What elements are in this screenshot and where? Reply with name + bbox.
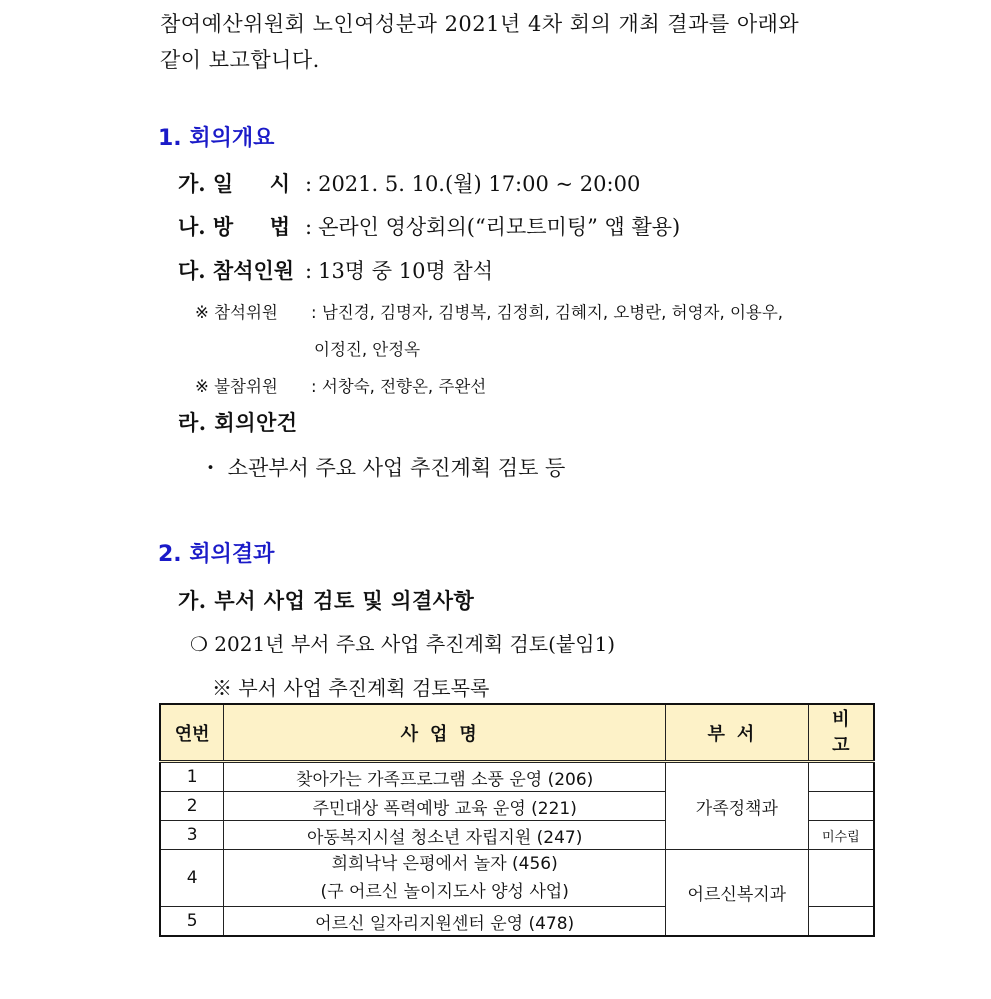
attendees-label: ※ 참석위원 — [195, 303, 278, 322]
header-note: 비 고 — [808, 704, 874, 762]
cell-no: 2 — [160, 792, 224, 821]
cell-note — [808, 792, 874, 821]
intro-line-2: 같이 보고합니다. — [160, 48, 320, 72]
cell-dept: 가족정책과 — [666, 762, 809, 850]
overview-row-method: 나. 방 법 : 온라인 영상회의(“리모트미팅” 앱 활용) — [178, 211, 680, 241]
row-value: 온라인 영상회의(“리모트미팅” 앱 활용) — [318, 215, 681, 239]
attendees-note: ※ 참석위원 : 남진경, 김명자, 김병복, 김정희, 김혜지, 오병란, 허영자, 이용우, — [195, 299, 783, 323]
absentees-note: ※ 불참위원 : 서창숙, 전향온, 주완선 — [195, 373, 486, 397]
cell-note: 미수립 — [808, 821, 874, 850]
cell-name: 찾아가는 가족프로그램 소풍 운영 (206) — [224, 762, 666, 792]
cell-note — [808, 762, 874, 792]
agenda-bullet: ・ 소관부서 주요 사업 추진계획 검토 등 — [200, 456, 566, 480]
overview-row-attendance: 다. 참석인원 : 13명 중 10명 참석 — [178, 255, 493, 285]
row-label: 가. 일 시 — [178, 171, 291, 196]
cell-name: 아동복지시설 청소년 자립지원 (247) — [224, 821, 666, 850]
cell-note — [808, 907, 874, 937]
cell-no: 4 — [160, 850, 224, 907]
review-item: ❍ 2021년 부서 주요 사업 추진계획 검토(붙임1) — [190, 632, 616, 656]
section-1-title: 1. 회의개요 — [158, 126, 275, 151]
absentees-label: ※ 불참위원 — [195, 377, 278, 396]
review-table — [159, 703, 875, 937]
table-row — [160, 762, 874, 792]
overview-row-datetime: 가. 일 시 : 2021. 5. 10.(월) 17:00 ~ 20:00 — [178, 168, 640, 198]
review-list-note: ※ 부서 사업 추진계획 검토목록 — [212, 676, 490, 700]
section-2-subtitle: 가. 부서 사업 검토 및 의결사항 — [178, 588, 475, 613]
table-row — [160, 850, 874, 907]
section-2-title: 2. 회의결과 — [158, 542, 275, 567]
header-name: 사업명 — [224, 704, 666, 762]
cell-name: 희희낙낙 은평에서 놀자 (456) (구 어르신 놀이지도사 양성 사업) — [224, 850, 666, 907]
cell-no: 1 — [160, 762, 224, 792]
cell-name: 어르신 일자리지원센터 운영 (478) — [224, 907, 666, 937]
cell-no: 3 — [160, 821, 224, 850]
cell-dept: 어르신복지과 — [666, 850, 809, 937]
attendees-list: 남진경, 김명자, 김병복, 김정희, 김혜지, 오병란, 허영자, 이용우, — [321, 303, 784, 322]
row-value: 13명 중 10명 참석 — [318, 259, 493, 283]
cell-name: 주민대상 폭력예방 교육 운영 (221) — [224, 792, 666, 821]
attendees-list-cont: 이정진, 안정옥 — [314, 340, 421, 359]
header-no: 연번 — [160, 704, 224, 762]
row-value: 2021. 5. 10.(월) 17:00 ~ 20:00 — [318, 172, 641, 196]
absentees-list: 서창숙, 전향온, 주완선 — [321, 377, 487, 396]
header-dept: 부서 — [666, 704, 809, 762]
table-header-row — [160, 704, 874, 762]
row-label: 나. 방 법 — [178, 214, 291, 239]
row-label: 다. 참석인원 — [178, 258, 295, 283]
cell-note — [808, 850, 874, 907]
cell-no: 5 — [160, 907, 224, 937]
intro-line-1: 참여예산위원회 노인여성분과 2021년 4차 회의 개최 결과를 아래와 — [160, 12, 800, 36]
agenda-label: 라. 회의안건 — [178, 410, 298, 435]
